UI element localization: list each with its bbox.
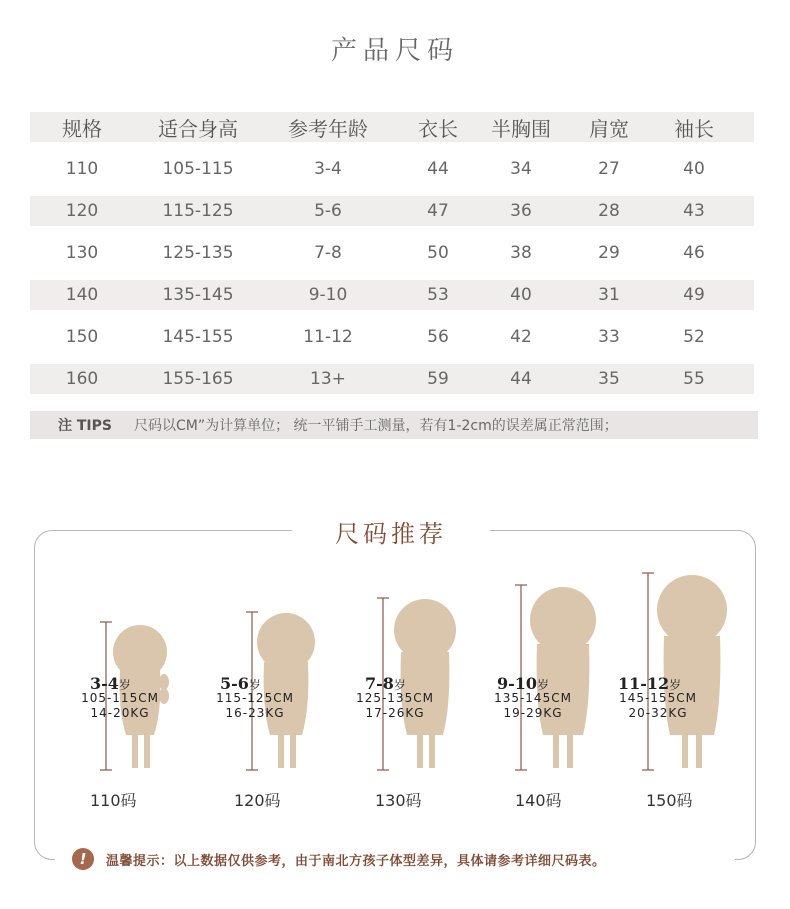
table-row: [30, 364, 754, 394]
height-range: 125-135CM: [356, 691, 434, 705]
header-cell: 袖长: [674, 116, 714, 141]
tips-bar: [30, 411, 758, 439]
table-cell: 40: [510, 285, 532, 305]
table-cell: 115-125: [162, 201, 234, 221]
age-label: 7-8岁: [365, 674, 406, 693]
header-cell: 半胸围: [491, 116, 551, 141]
table-cell: 27: [598, 159, 620, 179]
height-range: 145-155CM: [619, 691, 697, 705]
tips-label: 注 TIPS: [58, 418, 112, 434]
table-cell: 13+: [310, 369, 346, 389]
table-cell: 55: [683, 369, 705, 389]
table-cell: 9-10: [308, 285, 348, 305]
table-cell: 35: [598, 369, 620, 389]
age-label: 9-10岁: [497, 674, 550, 693]
table-cell: 33: [598, 327, 620, 347]
table-header-row: [30, 112, 754, 142]
table-cell: 105-115: [162, 159, 234, 179]
table-cell: 42: [510, 327, 532, 347]
weight-range: 17-26KG: [365, 706, 425, 720]
age-label: 5-6岁: [220, 674, 261, 693]
table-cell: 47: [427, 201, 449, 221]
table-cell: 52: [683, 327, 705, 347]
table-cell: 145-155: [162, 327, 234, 347]
table-cell: 31: [598, 285, 620, 305]
height-range: 115-125CM: [216, 691, 294, 705]
table-cell: 29: [598, 243, 620, 263]
size-label: 120码: [234, 791, 281, 810]
girl-silhouette-icon: [355, 560, 465, 780]
age-label: 11-12岁: [618, 674, 682, 693]
height-range: 105-115CM: [81, 691, 159, 705]
size-table: [30, 112, 754, 406]
recommendation-title: 尺码推荐: [335, 520, 447, 548]
tips-text: 尺码以CM”为计算单位； 统一平铺手工测量，若有1-2cm的误差属正常范围；: [133, 418, 618, 434]
girl-silhouette-icon: [90, 560, 180, 780]
size-label: 150码: [646, 791, 693, 810]
notice-bar: [72, 848, 606, 870]
notice-text: 温馨提示：以上数据仅供参考，由于南北方孩子体型差异，具体请参考详细尺码表。: [106, 853, 606, 869]
header-cell: 参考年龄: [288, 116, 368, 141]
table-cell: 5-6: [314, 201, 342, 221]
table-cell: 160: [65, 369, 99, 389]
girl-silhouette-icon: [220, 560, 320, 780]
table-cell: 34: [510, 159, 532, 179]
header-cell: 适合身高: [158, 116, 238, 141]
table-cell: 150: [65, 327, 99, 347]
table-cell: 11-12: [303, 327, 353, 347]
table-cell: 3-4: [314, 159, 342, 179]
weight-range: 16-23KG: [225, 706, 285, 720]
table-row: [30, 154, 754, 184]
table-cell: 56: [427, 327, 449, 347]
size-label: 130码: [375, 791, 422, 810]
table-cell: 43: [683, 201, 705, 221]
table-cell: 53: [427, 285, 449, 305]
table-cell: 46: [683, 243, 705, 263]
table-cell: 36: [510, 201, 532, 221]
table-cell: 44: [427, 159, 449, 179]
header-cell: 衣长: [418, 116, 458, 141]
header-cell: 肩宽: [589, 116, 629, 141]
table-cell: 135-145: [162, 285, 234, 305]
age-label: 3-4岁: [90, 674, 131, 693]
page-title: 产品尺码: [330, 36, 459, 66]
table-cell: 125-135: [162, 243, 234, 263]
size-label: 140码: [515, 791, 562, 810]
table-cell: 38: [510, 243, 532, 263]
header-cell: 规格: [62, 116, 102, 141]
exclamation-icon: !: [72, 848, 94, 870]
table-cell: 120: [65, 201, 99, 221]
table-cell: 44: [510, 369, 532, 389]
table-cell: 140: [65, 285, 99, 305]
table-cell: 7-8: [314, 243, 342, 263]
weight-range: 19-29KG: [503, 706, 563, 720]
table-cell: 59: [427, 369, 449, 389]
weight-range: 14-20KG: [90, 706, 150, 720]
size-label: 110码: [90, 791, 137, 810]
table-cell: 155-165: [162, 369, 234, 389]
girl-silhouette-icon: [495, 560, 605, 780]
table-cell: 28: [598, 201, 620, 221]
table-cell: 130: [65, 243, 99, 263]
table-cell: 50: [427, 243, 449, 263]
height-range: 135-145CM: [494, 691, 572, 705]
table-row: [30, 238, 754, 268]
table-cell: 40: [683, 159, 705, 179]
table-row: [30, 196, 754, 226]
table-cell: 110: [65, 159, 99, 179]
table-row: [30, 322, 754, 352]
table-cell: 49: [683, 285, 705, 305]
table-row: [30, 280, 754, 310]
weight-range: 20-32KG: [628, 706, 688, 720]
girl-silhouette-icon: [628, 560, 748, 780]
